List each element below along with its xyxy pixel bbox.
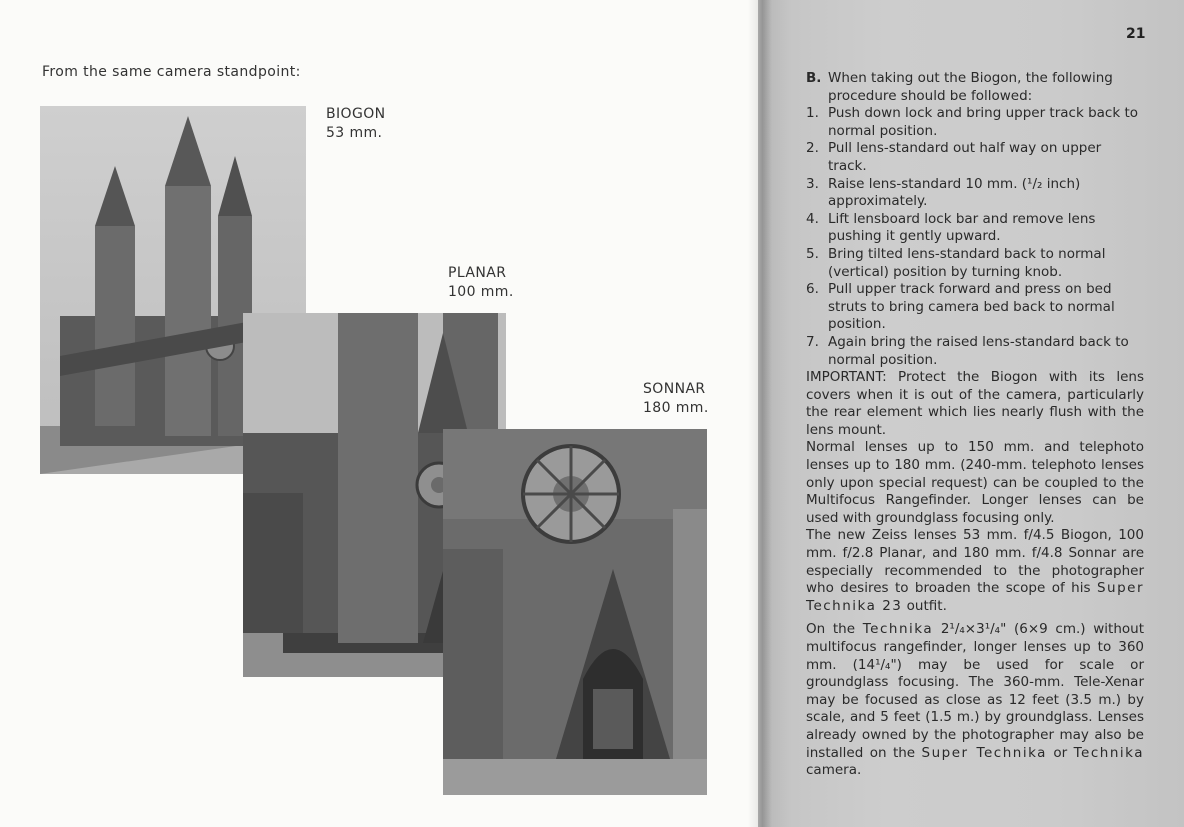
step-text: Raise lens-standard 10 mm. (¹/₂ inch) approximately. [828, 175, 1081, 210]
step-number: 5. [806, 245, 819, 262]
biogon-focal-length: 53 mm. [326, 125, 383, 141]
technika-paragraph [806, 621, 1144, 779]
technika-brand: Technika [862, 621, 934, 638]
step-number: 4. [806, 210, 819, 227]
step-item [806, 140, 1144, 175]
planar-focal-length: 100 mm. [448, 284, 514, 300]
technika-text-end: camera. [806, 762, 862, 779]
procedure-steps [806, 105, 1144, 369]
zeiss-text: The new Zeiss lenses 53 mm. f/4.5 Biogon, 100 mm. f/2.8 Planar, and 180 mm. f/4.8 Sonnar are especially recommended to the photographer who desires to broaden the scope of his [806, 527, 1144, 597]
book-spine [748, 0, 772, 827]
step-text: Pull upper track forward and press on bed struts to bring camera bed back to normal position. [828, 281, 1115, 333]
section-b-intro [806, 70, 1144, 105]
step-text: Push down lock and bring upper track back to normal position. [828, 105, 1138, 139]
zeiss-brand: Super Technika 23 [806, 580, 1145, 614]
technika-brand-2: Technika [1073, 744, 1145, 761]
step-item [806, 211, 1144, 246]
step-text: Bring tilted lens-standard back to normal (vertical) position by turning knob. [828, 245, 1106, 280]
technika-or: or [1053, 744, 1068, 761]
zeiss-lenses-paragraph [806, 527, 1144, 615]
technika-text: 2¹/₄×3¹/₄" (6×9 cm.) without multifocus rangefinder, longer lenses up to 360 mm. (14¹/₄") may be used for scale or groundglass focusing. The 360-mm. Tele-Xenar may be focused as close as 12 feet (3.5 m.) by scale, and 5 feet (1.5 m.) by groundglass. Lenses already owned by the photographer may also be installed on the [806, 621, 1144, 761]
step-number: 6. [806, 281, 819, 298]
sonnar-label [643, 380, 709, 418]
section-marker: B. [806, 70, 822, 86]
step-number: 2. [806, 140, 819, 157]
section-intro-text: When taking out the Biogon, the following procedure should be followed: [828, 70, 1113, 104]
planar-label [448, 264, 514, 302]
intro-caption: From the same camera standpoint: [42, 64, 301, 80]
photo-sonnar [443, 429, 707, 795]
biogon-lens-name: BIOGON [326, 106, 386, 122]
page-number: 21 [1126, 26, 1146, 42]
important-note: IMPORTANT: Protect the Biogon with its lens covers when it is out of the camera, particularly the rear element which lies nearly flush with the lens mount. [806, 369, 1144, 438]
biogon-label [326, 105, 386, 143]
step-item [806, 105, 1144, 140]
step-item [806, 176, 1144, 211]
step-number: 1. [806, 105, 819, 122]
step-number: 3. [806, 175, 819, 192]
cathedral-close-view-icon [443, 429, 707, 795]
step-text: Pull lens-standard out half way on upper track. [828, 140, 1102, 174]
sonnar-lens-name: SONNAR [643, 381, 706, 397]
step-item [806, 334, 1144, 369]
step-text: Again bring the raised lens-standard back to normal position. [828, 333, 1129, 368]
normal-lenses-paragraph: Normal lenses up to 150 mm. and telephoto lenses up to 180 mm. (240-mm. telephoto lenses only upon special request) can be coupled to the Multifocus Rangefinder. Longer lenses can be used with groundglass focusing only. [806, 439, 1144, 526]
step-item [806, 246, 1144, 281]
step-number: 7. [806, 333, 819, 350]
super-technika-brand: Super Technika [921, 744, 1047, 761]
step-item [806, 281, 1144, 334]
technika-text-start: On the [806, 621, 856, 638]
planar-lens-name: PLANAR [448, 265, 507, 281]
step-text: Lift lensboard lock bar and remove lens pushing it gently upward. [828, 210, 1096, 245]
instructions-text [806, 70, 1144, 780]
sonnar-focal-length: 180 mm. [643, 400, 709, 416]
zeiss-text-end: outfit. [906, 597, 947, 614]
